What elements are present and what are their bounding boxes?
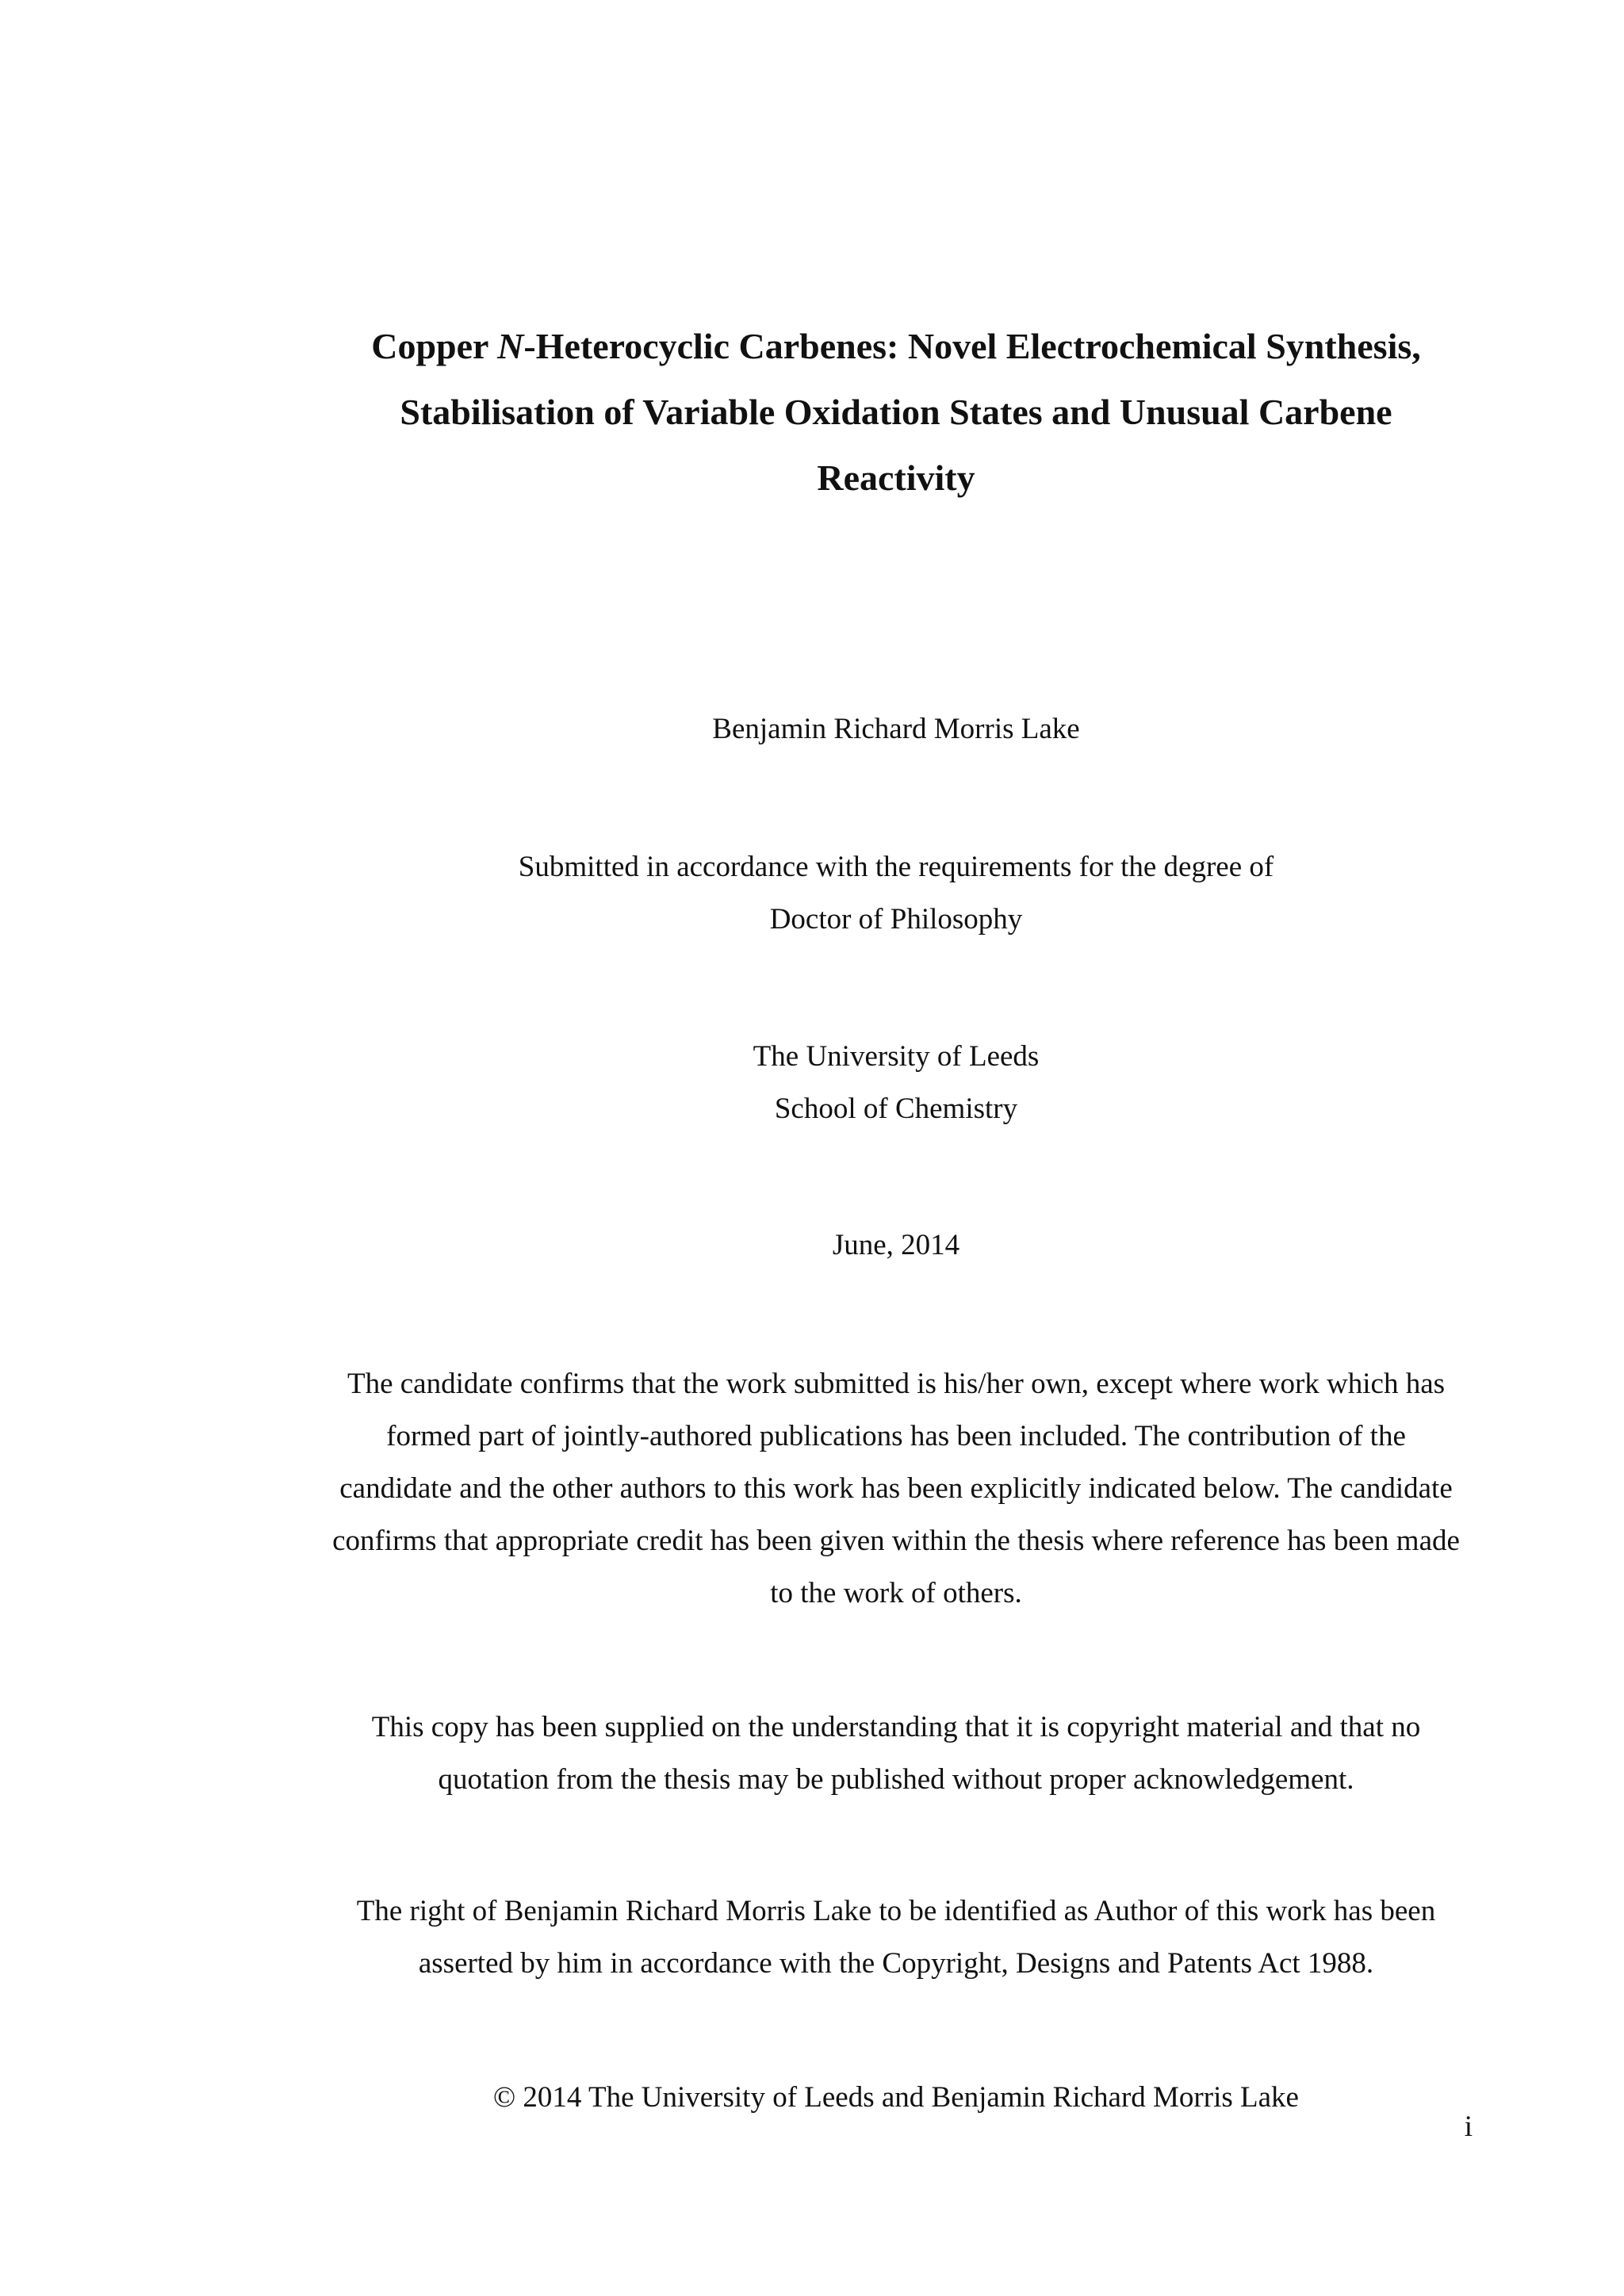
copyright-notice-line: This copy has been supplied on the understanding that it is copyright material and that no xyxy=(371,1711,1421,1743)
title-line-1-rest: -Heterocyclic Carbenes: Novel Electrochemical Synthesis, xyxy=(523,326,1421,366)
declaration-line: candidate and the other authors to this work has been explicitly indicated below. The candidate xyxy=(339,1472,1453,1505)
title-line-1-start: Copper xyxy=(371,326,498,366)
submission-date: June, 2014 xyxy=(832,1229,960,1261)
copyright-notice-paragraph xyxy=(293,1701,1499,1806)
title-line-2: Stabilisation of Variable Oxidation States and Unusual Carbene xyxy=(400,392,1392,432)
degree-statement xyxy=(293,841,1499,946)
declaration-line: to the work of others. xyxy=(770,1577,1022,1609)
title-line-3: Reactivity xyxy=(817,457,975,498)
thesis-title xyxy=(293,313,1499,511)
declaration-line: formed part of jointly-authored publications has been included. The contribution of the xyxy=(386,1420,1406,1452)
rights-line: asserted by him in accordance with the Copyright, Designs and Patents Act 1988. xyxy=(418,1947,1374,1980)
copyright-line: © 2014 The University of Leeds and Benjamin Richard Morris Lake xyxy=(493,2081,1299,2114)
title-italic-n: N xyxy=(497,326,524,366)
institution xyxy=(293,1031,1499,1135)
declaration-line: The candidate confirms that the work submitted is his/her own, except where work which has xyxy=(347,1368,1446,1400)
degree-line-1: Submitted in accordance with the requirements for the degree of xyxy=(518,851,1274,883)
declaration-paragraph xyxy=(293,1358,1499,1620)
page-number: i xyxy=(1464,2110,1473,2143)
moral-rights-paragraph xyxy=(293,1885,1499,1990)
copyright-notice-line: quotation from the thesis may be published without proper acknowledgement. xyxy=(438,1763,1354,1796)
rights-line: The right of Benjamin Richard Morris Lake to be identified as Author of this work has been xyxy=(356,1895,1436,1927)
declaration-line: confirms that appropriate credit has been given within the thesis where reference has been made xyxy=(332,1525,1460,1557)
school-name: School of Chemistry xyxy=(774,1093,1018,1125)
author-name: Benjamin Richard Morris Lake xyxy=(712,713,1080,745)
degree-line-2: Doctor of Philosophy xyxy=(769,903,1023,936)
university-name: The University of Leeds xyxy=(753,1040,1040,1073)
title-line-1 xyxy=(293,313,1499,379)
